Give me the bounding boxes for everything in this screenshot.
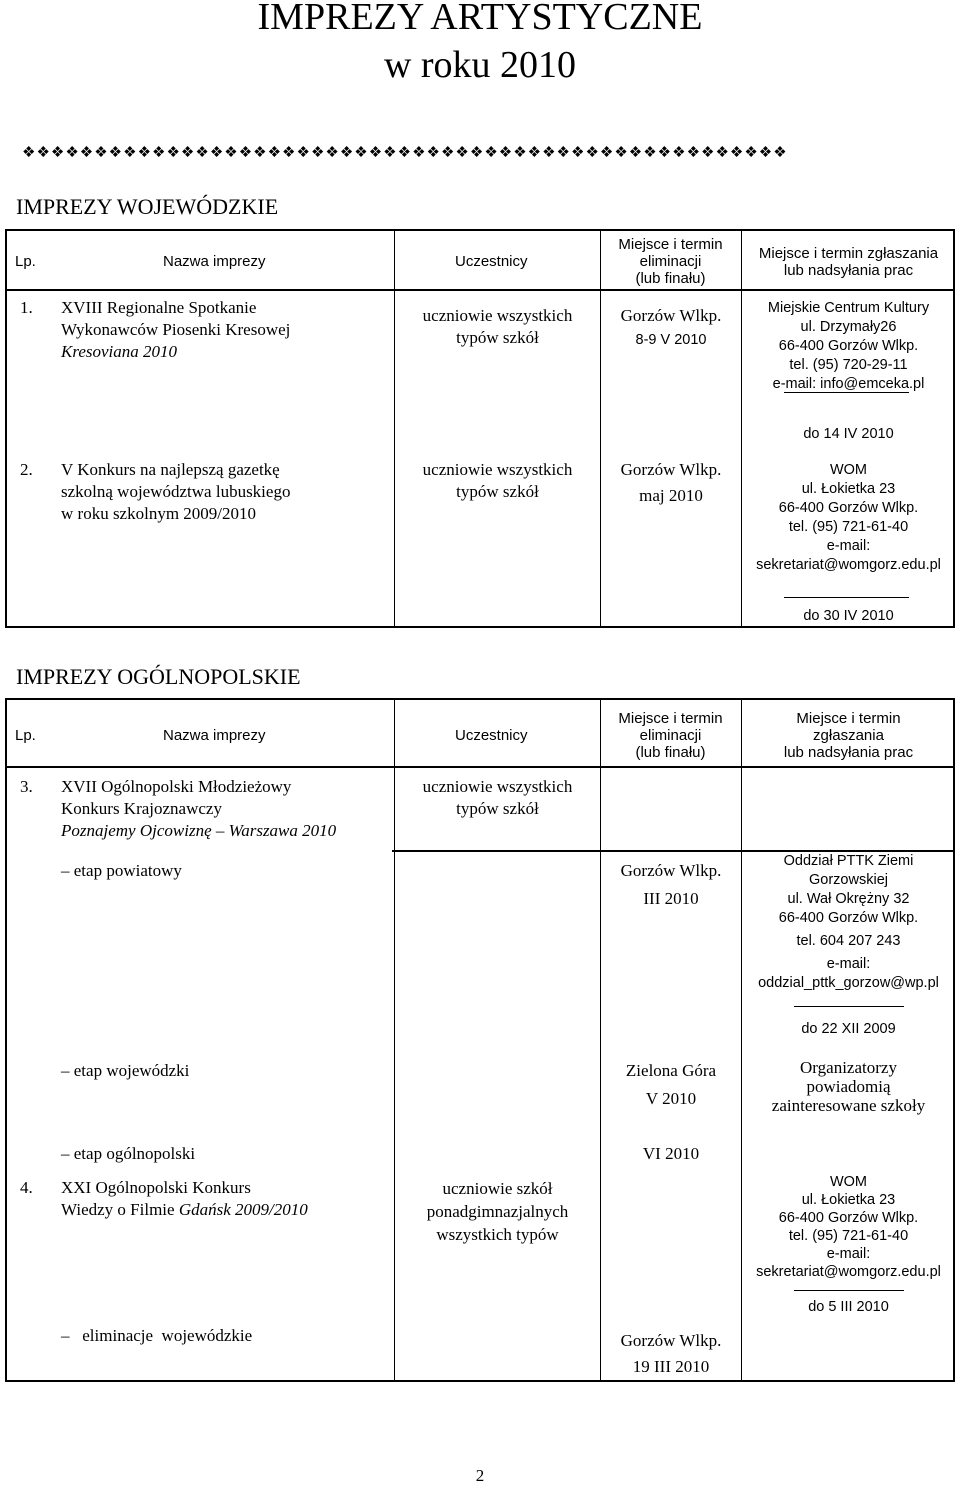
header-place-line: eliminacji bbox=[639, 253, 702, 270]
event-name-line: XVIII Regionalne Spotkanie bbox=[61, 298, 257, 317]
event-name-line: V Konkurs na najlepszą gazetkę bbox=[61, 460, 280, 479]
row-lp: 1. bbox=[20, 298, 33, 317]
event-name-line: Wiedzy o Filmie bbox=[61, 1200, 175, 1219]
email-line: sekretariat@womgorz.edu.pl bbox=[756, 557, 941, 573]
table-divider bbox=[7, 289, 953, 291]
place-line: Zielona Góra bbox=[625, 1061, 717, 1080]
address-line: WOM bbox=[829, 462, 868, 478]
event-name-line: w roku szkolnym 2009/2010 bbox=[61, 504, 257, 523]
submission-address bbox=[742, 299, 955, 394]
address-line: ul. Łokietka 23 bbox=[801, 481, 896, 497]
stage-voivodeship-eliminations: – eliminacje wojewódzkie bbox=[61, 1326, 253, 1345]
participants bbox=[395, 305, 600, 349]
event-name bbox=[61, 297, 381, 363]
email-line: sekretariat@womgorz.edu.pl bbox=[756, 1264, 941, 1280]
address-line: tel. (95) 720-29-11 bbox=[789, 357, 908, 373]
event-name-line: Konkurs Krajoznawczy bbox=[61, 799, 222, 818]
address-line: e-mail: bbox=[826, 956, 871, 972]
ornament-divider: ❖❖❖❖❖❖❖❖❖❖❖❖❖❖❖❖❖❖❖❖❖❖❖❖❖❖❖❖❖❖❖❖❖❖❖❖❖❖❖❖❖❖❖❖❖❖❖❖❖❖❖❖❖ bbox=[22, 145, 788, 161]
page-title: IMPREZY ARTYSTYCZNE bbox=[257, 0, 703, 38]
header-lp: Lp. bbox=[15, 253, 36, 270]
place-line: 8-9 V 2010 bbox=[635, 332, 707, 348]
header-participants: Uczestnicy bbox=[455, 727, 528, 744]
header-lp: Lp. bbox=[15, 727, 36, 744]
address-line: Miejskie Centrum Kultury bbox=[767, 300, 930, 316]
row-lp: 4. bbox=[20, 1178, 33, 1197]
voivodeship-events-table bbox=[5, 229, 955, 628]
address-line: 66-400 Gorzów Wlkp. bbox=[778, 910, 919, 926]
submission-address bbox=[742, 1173, 955, 1281]
submission-info bbox=[742, 1058, 955, 1115]
address-line: tel. (95) 721-61-40 bbox=[788, 1228, 909, 1244]
elimination-place bbox=[601, 1060, 741, 1110]
address-line: ul. Łokietka 23 bbox=[801, 1192, 896, 1208]
stage-county: – etap powiatowy bbox=[61, 861, 182, 880]
event-name-line: szkolną województwa lubuskiego bbox=[61, 482, 291, 501]
place-line: Gorzów Wlkp. bbox=[620, 861, 722, 880]
participants-line: wszystkich typów bbox=[436, 1225, 559, 1244]
row-lp: 2. bbox=[20, 460, 33, 479]
header-submission-line: Miejsce i termin bbox=[796, 710, 901, 727]
header-name: Nazwa imprezy bbox=[163, 727, 266, 744]
event-name bbox=[61, 1177, 391, 1221]
participants-line: uczniowie wszystkich bbox=[422, 777, 573, 796]
header-place bbox=[600, 236, 741, 287]
address-line: e-mail: bbox=[826, 538, 871, 554]
event-name-line: Gdańsk 2009/2010 bbox=[178, 1200, 308, 1219]
separator-line bbox=[784, 597, 909, 598]
column-divider bbox=[600, 231, 601, 628]
info-line: powiadomią bbox=[806, 1077, 891, 1096]
event-name-line: XXI Ogólnopolski Konkurs bbox=[61, 1178, 251, 1197]
section-heading-voivodeship: IMPREZY WOJEWÓDZKIE bbox=[16, 194, 279, 219]
address-line: e-mail: bbox=[826, 1246, 871, 1262]
header-place-line: eliminacji bbox=[639, 727, 702, 744]
header-submission bbox=[742, 710, 955, 761]
section-heading-national: IMPREZY OGÓLNOPOLSKIE bbox=[16, 664, 301, 689]
address-line: WOM bbox=[829, 1174, 868, 1190]
header-place-line: (lub finału) bbox=[635, 270, 706, 287]
participants-line: uczniowie wszystkich bbox=[422, 306, 573, 325]
separator-line bbox=[794, 1290, 904, 1291]
place-line: III 2010 bbox=[643, 889, 699, 908]
address-line: Oddział PTTK Ziemi bbox=[783, 853, 914, 869]
column-divider bbox=[600, 700, 601, 1382]
address-line: tel. (95) 721-61-40 bbox=[788, 519, 909, 535]
header-place-line: Miejsce i termin bbox=[618, 236, 723, 253]
page-number: 2 bbox=[475, 1466, 485, 1485]
event-name-line: Kresoviana 2010 bbox=[61, 342, 178, 361]
deadline: do 5 III 2010 bbox=[808, 1299, 889, 1315]
elimination-place bbox=[601, 459, 741, 507]
email-line: oddzial_pttk_gorzow@wp.pl bbox=[758, 975, 939, 991]
email-line: e-mail: info@emceka.pl bbox=[772, 376, 925, 392]
address-line: ul. Wał Okrężny 32 bbox=[787, 891, 910, 907]
submission-address bbox=[742, 461, 955, 575]
header-place-line: Miejsce i termin bbox=[618, 710, 723, 727]
national-events-table bbox=[5, 698, 955, 1382]
info-line: zainteresowane szkoły bbox=[771, 1096, 926, 1115]
elimination-place bbox=[601, 305, 741, 350]
place-line: Gorzów Wlkp. bbox=[620, 306, 722, 325]
address-line: 66-400 Gorzów Wlkp. bbox=[778, 338, 919, 354]
stage-national: – etap ogólnopolski bbox=[61, 1144, 196, 1163]
row-lp: 3. bbox=[20, 777, 33, 796]
deadline: do 22 XII 2009 bbox=[801, 1021, 896, 1037]
elimination-place: VI 2010 bbox=[642, 1144, 700, 1163]
event-name-line: XVII Ogólnopolski Młodzieżowy bbox=[61, 777, 292, 796]
address-line: 66-400 Gorzów Wlkp. bbox=[778, 1210, 919, 1226]
place-line: maj 2010 bbox=[639, 486, 703, 505]
separator-line bbox=[794, 1006, 904, 1007]
header-submission-line: zgłaszania bbox=[813, 727, 884, 744]
column-divider bbox=[394, 231, 395, 628]
header-submission bbox=[742, 245, 955, 279]
header-participants: Uczestnicy bbox=[455, 253, 528, 270]
place-line: V 2010 bbox=[645, 1089, 697, 1108]
participants-line: uczniowie wszystkich bbox=[422, 460, 573, 479]
place-line: Gorzów Wlkp. bbox=[620, 1331, 722, 1350]
place-line: 19 III 2010 bbox=[632, 1357, 710, 1376]
participants bbox=[395, 776, 600, 820]
participants bbox=[395, 1177, 600, 1246]
participants-line: typów szkół bbox=[456, 482, 539, 501]
header-place-line: (lub finału) bbox=[635, 744, 706, 761]
event-name-line: Wykonawców Piosenki Kresowej bbox=[61, 320, 291, 339]
elimination-place bbox=[601, 1330, 741, 1378]
page-subtitle: w roku 2010 bbox=[383, 44, 577, 86]
submission-address bbox=[742, 852, 955, 993]
participants-line: ponadgimnazjalnych bbox=[426, 1202, 569, 1221]
participants bbox=[395, 459, 600, 503]
address-line: 66-400 Gorzów Wlkp. bbox=[778, 500, 919, 516]
event-name bbox=[61, 459, 381, 525]
participants-line: typów szkół bbox=[456, 799, 539, 818]
header-name: Nazwa imprezy bbox=[163, 253, 266, 270]
participants-line: uczniowie szkół bbox=[442, 1179, 553, 1198]
event-name-line: Poznajemy Ojcowiznę – Warszawa 2010 bbox=[61, 821, 337, 840]
participants-line: typów szkół bbox=[456, 328, 539, 347]
event-name bbox=[61, 776, 391, 842]
table-divider bbox=[7, 766, 953, 768]
elimination-place bbox=[601, 860, 741, 910]
address-line: Gorzowskiej bbox=[809, 872, 888, 888]
address-line: tel. 604 207 243 bbox=[796, 933, 901, 949]
deadline: do 30 IV 2010 bbox=[803, 608, 894, 624]
header-submission-line: lub nadsyłania prac bbox=[783, 744, 914, 761]
info-line: Organizatorzy bbox=[800, 1058, 897, 1077]
address-line: ul. Drzymały26 bbox=[800, 319, 897, 335]
header-submission-line: lub nadsyłania prac bbox=[783, 262, 914, 279]
header-submission-line: Miejsce i termin zgłaszania bbox=[758, 245, 939, 262]
header-place bbox=[600, 710, 741, 761]
stage-voivodeship: – etap wojewódzki bbox=[61, 1061, 190, 1080]
place-line: Gorzów Wlkp. bbox=[620, 460, 722, 479]
separator-line bbox=[784, 392, 909, 393]
deadline: do 14 IV 2010 bbox=[803, 426, 894, 442]
